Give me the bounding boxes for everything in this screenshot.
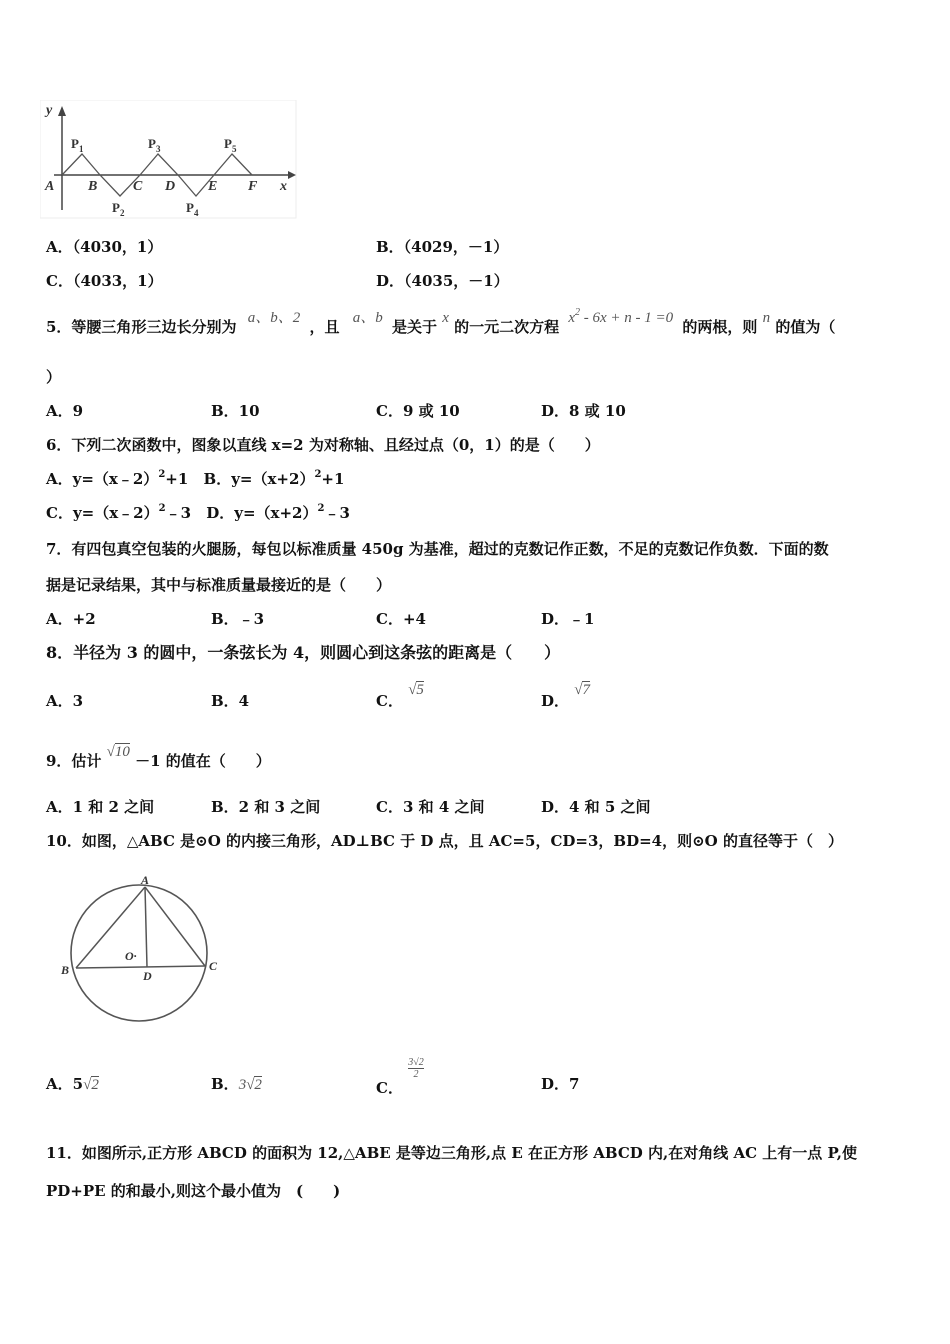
fig-label-O: O· — [125, 949, 137, 963]
sqrt7: √7 — [574, 682, 590, 698]
q9-option-c[interactable]: C．3 和 4 之间 — [376, 798, 485, 816]
label-B: B — [88, 179, 98, 194]
q5-math3: x — [442, 310, 449, 326]
side-bc — [76, 966, 205, 968]
q4-option-c[interactable]: C．（4033，1） — [46, 272, 163, 290]
q5-math4: n — [762, 310, 771, 326]
q9-option-a[interactable]: A．1 和 2 之间 — [46, 798, 155, 816]
q7-option-c[interactable]: C．+4 — [376, 610, 426, 628]
sqrt2-a: √2 — [83, 1077, 99, 1093]
q10-option-b[interactable]: B．3√2 — [211, 1075, 262, 1093]
zigzag-figure — [40, 100, 300, 220]
q5-option-c[interactable]: C．9 或 10 — [376, 402, 460, 420]
q10-option-a[interactable]: A．5√2 — [46, 1075, 99, 1093]
side-ac — [145, 887, 205, 966]
q10-stem: 10．如图，△ABC 是⊙O 的内接三角形，AD⊥BC 于 D 点，且 AC=5，CD=3，BD=4，则⊙O 的直径等于（ ） — [46, 832, 843, 850]
q5-text1: 5．等腰三角形三边长分别为 — [46, 318, 237, 336]
q9-option-d[interactable]: D．4 和 5 之间 — [541, 798, 651, 816]
sqrt10: √10 — [106, 744, 130, 760]
label-P4: $P_4$ — [186, 200, 199, 218]
q7-stem-line2: 据是记录结果，其中与标准质量最接近的是（ ） — [46, 576, 392, 594]
q8-option-b[interactable]: B．4 — [211, 692, 250, 710]
label-P5: $P_5$ — [224, 136, 237, 154]
label-x: x — [280, 179, 287, 194]
q5-option-d[interactable]: D．8 或 10 — [541, 402, 626, 420]
label-A: A — [45, 179, 55, 194]
q7-stem-line1: 7．有四包真空包装的火腿肠，每包以标准质量 450g 为基准，超过的克数记作正数，不足的克数记作负数．下面的数 — [46, 540, 829, 558]
fig-label-D: D — [143, 969, 152, 983]
q11-stem-line2: PD+PE 的和最小,则这个最小值为 ( ) — [46, 1182, 341, 1200]
circle-triangle-figure — [55, 870, 230, 1025]
q5-text5: 的两根，则 — [682, 318, 758, 336]
q8-option-c[interactable]: C． √5 — [376, 682, 424, 710]
q4-option-b[interactable]: B．（4029，－1） — [376, 238, 509, 256]
circle-o — [71, 885, 207, 1021]
q5-math1: a、b、2 — [247, 310, 301, 326]
fig-label-C: C — [209, 959, 218, 973]
fig-label-B: B — [61, 963, 70, 977]
label-P3: $P_3$ — [148, 136, 161, 154]
three-sqrt2: 3√2 — [238, 1077, 262, 1093]
q6-stem: 6．下列二次函数中，图象以直线 x=2 为对称轴、且经过点（0，1）的是（ ） — [46, 436, 600, 454]
q6-options-row1 — [46, 468, 344, 489]
q5-option-a[interactable]: A．9 — [46, 402, 84, 420]
altitude-ad — [145, 887, 147, 967]
q11-stem-line1: 11．如图所示,正方形 ABCD 的面积为 12,△ABE 是等边三角形,点 E 在正方形 ABCD 内,在对角线 AC 上有一点 P,使 — [46, 1144, 858, 1162]
q5-math2: a、b — [352, 310, 383, 326]
q4-option-d[interactable]: D．（4035，－1） — [376, 272, 509, 290]
q10-option-c[interactable]: C． $\frac{3√2}{2}$ — [376, 1057, 424, 1097]
q5-text6: 的值为（ — [775, 318, 836, 336]
q6-option-d[interactable]: D．$y=(x+2)^2﹣3$ — [206, 503, 350, 522]
q7-option-a[interactable]: A．+2 — [46, 610, 96, 628]
q7-option-d[interactable]: D．﹣1 — [541, 610, 595, 628]
q6-option-b[interactable]: B．$y=(x+2)^2+1$ — [203, 469, 345, 488]
q5-text7: ） — [46, 368, 62, 386]
label-D: D — [165, 179, 176, 194]
label-F: F — [248, 179, 258, 194]
q5-text3: 是关于 — [391, 318, 437, 336]
q6-options-row2 — [46, 502, 350, 523]
q8-option-a[interactable]: A．3 — [46, 692, 84, 710]
q9-stem: 9．估计 √10 －1 的值在（ ） — [46, 744, 271, 770]
label-P2: $P_2$ — [112, 200, 125, 218]
fraction-3sqrt2-over-2: $\frac{3√2}{2}$ — [408, 1057, 424, 1080]
label-C: C — [133, 179, 143, 194]
q4-option-a[interactable]: A．（4030，1） — [46, 238, 163, 256]
q9-option-b[interactable]: B．2 和 3 之间 — [211, 798, 321, 816]
q5-equation: $x^2 - 6x + n - 1 =0$ — [568, 307, 674, 326]
label-y: y — [46, 103, 53, 118]
q8-option-d[interactable]: D． √7 — [541, 682, 590, 710]
q5-stem — [46, 306, 836, 336]
label-P1: $P_1$ — [71, 136, 84, 154]
q7-option-b[interactable]: B．﹣3 — [211, 610, 265, 628]
q6-option-c[interactable]: C．y=（x﹣2）$^2$﹣3 — [46, 503, 192, 522]
q10-option-d[interactable]: D．7 — [541, 1075, 580, 1093]
q5-option-b[interactable]: B．10 — [211, 402, 260, 420]
q5-text2: ，且 — [309, 318, 340, 336]
sqrt5: √5 — [408, 682, 424, 698]
fig-label-A: A — [141, 873, 150, 887]
q8-stem: 8．半径为 3 的圆中，一条弦长为 4，则圆心到这条弦的距离是（ ） — [46, 643, 561, 662]
label-E: E — [208, 179, 218, 194]
q5-text4: 的一元二次方程 — [454, 318, 560, 336]
q6-option-a[interactable]: A．y=（x﹣2）$^2$+1 — [46, 469, 189, 488]
